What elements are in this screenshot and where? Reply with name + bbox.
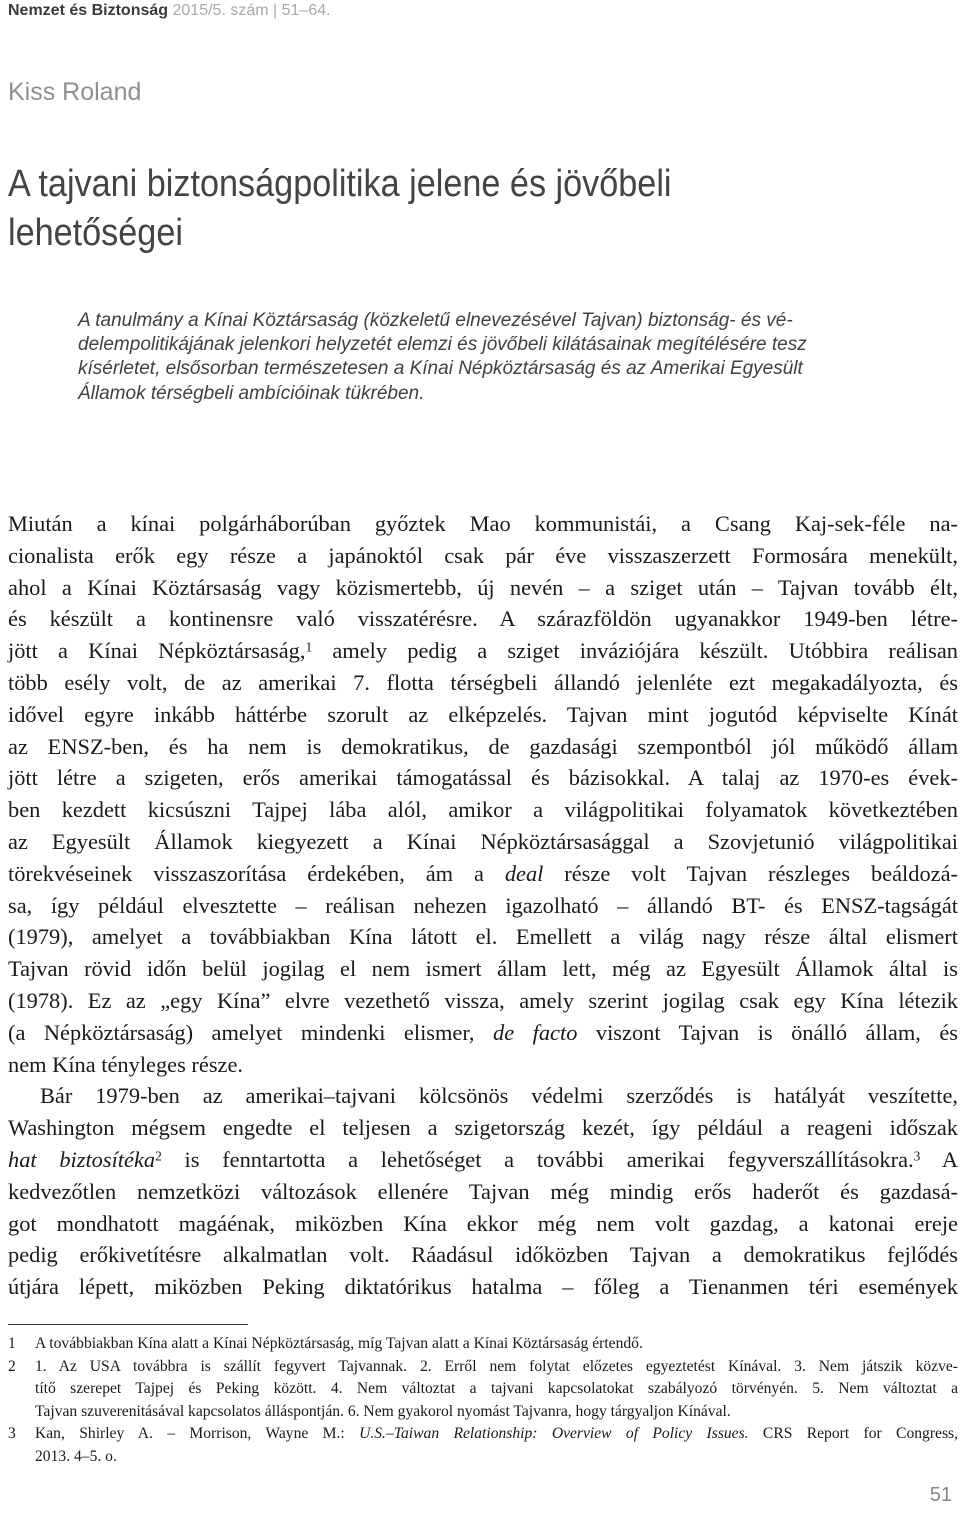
footnote-1 [8,1333,958,1356]
footnote-number: 3 [8,1425,16,1442]
body-line: pedig erőkivetítésre alkalmatlan volt. Ráadásul időközben Tajvan a demokratikus fejlődés [8,1242,958,1268]
body-text: (a Népköztársaság) amelyet mindenki elismer, [8,1019,494,1045]
body-line: (1978). Ez az „egy Kína” elvre vezethető vissza, amely szerint jogilag csak egy Kína létezik [8,987,958,1013]
journal-name: Nemzet és Biztonság [8,2,169,19]
abstract-line: delempolitikájának jelenkori helyzetét elemzi és jövőbeli kilátásainak megítélésére tesz [78,334,807,356]
body-line: ben kezdett kicsúszni Tajpej lába alól, amikor a világpolitikai folyamatok következtében [8,797,958,823]
issue-number: 2015/5. szám [172,2,269,19]
footnote-line [35,1423,958,1446]
body-line: Tajvan rövid időn belül jogilag el nem ismert állam lett, még az Egyesült Államok által is [8,956,958,982]
body-line: Washington mégsem engedte el teljesen a szigetország kezét, így például a reageni időszak [8,1115,958,1141]
footnote-line: Tajvan szuverenitásával kapcsolatos álláspontján. 6. Nem gyakorol nyomást Tajvanra, hogy tárgyaljon Kínával. [35,1402,731,1420]
body-line: sa, így például elvesztette – reálisan nehezen igazolható – állandó BT- és ENSZ-tagságát [8,892,958,918]
running-header [8,2,331,20]
body-line: nem Kína tényleges része. [8,1051,244,1077]
footnotes [8,1333,958,1468]
footnote-3 [8,1423,958,1468]
footnote-text: CRS Report for Congress, [748,1425,958,1442]
footnote-2 [8,1356,958,1424]
body-text: része volt Tajvan részleges beáldozá- [543,860,958,886]
abstract-line: kísérletet, elsősorban természetesen a Kínai Népköztársaság és az Amerikai Egyesült [78,358,803,380]
body-text: törekvéseinek visszaszorítása érdekében, ám a [8,860,505,886]
title-line: A tajvani biztonságpolitika jelene és jövőbeli [8,163,672,205]
body-text: viszont Tajvan is önálló állam, és [577,1019,958,1045]
body-line: idővel egyre inkább háttérbe szorult az elképzelés. Tajvan mint jogutód képviselte Kínát [8,701,958,727]
body-line: cionalista erők egy része a japánoktól csak pár éve visszaszerzett Formosára menekült, [8,542,958,568]
footnote-line: 1. Az USA továbbra is szállít fegyvert Tajvannak. 2. Erről nem folytat előzetes egyeztetést Kínával. 3. Nem játszik közve- [35,1357,958,1375]
body-line [8,858,958,890]
footnote-text: Kan, Shirley A. – Morrison, Wayne M.: [35,1425,360,1442]
body-line: Bár 1979-ben az amerikai–tajvani kölcsönös védelmi szerződés is hatályát veszítette, [40,1083,958,1109]
body-text: A [920,1146,958,1172]
body-line [8,1144,958,1176]
article-title [8,160,854,258]
footnote-divider [8,1324,248,1325]
cited-title: U.S.–Taiwan Relationship: Overview of Policy Issues. [359,1425,749,1442]
italic-term: deal [504,860,544,886]
body-line: (1979), amelyet a továbbiakban Kína látott el. Emellett a világ nagy része által elismert [8,924,958,950]
body-line [8,1017,958,1049]
footnote-number: 2 [8,1357,16,1375]
body-line: útjára lépett, miközben Peking diktatórikus hatalma – főleg a Tienanmen téri események [8,1274,958,1300]
italic-term: de facto [493,1019,578,1045]
abstract-line: Államok térségbeli ambícióinak tükrében. [78,382,425,404]
body-line: got mondhatott magáénak, miközben Kína ekkor még nem volt gazdag, a katonai ereje [8,1210,958,1236]
body-text: jött a Kínai Népköztársaság, [8,638,306,664]
paragraph-2 [8,1080,958,1303]
italic-term: hat biztosítéka [8,1146,156,1172]
footnote-number: 1 [8,1335,16,1352]
body-line: ahol a Kínai Köztársaság vagy közismertebb, új nevén – a sziget után – Tajvan tovább élt, [8,574,958,600]
footnote-text: A továbbiakban Kína alatt a Kínai Népköztársaság, míg Tajvan alatt a Kínai Köztársaság értendő. [35,1335,643,1352]
body-line [8,635,958,667]
body-line: és készült a kontinensre való visszatérésre. A szárazföldön ugyanakkor 1949-ben létre- [8,606,958,632]
page-number: 51 [929,1484,952,1506]
footnote-line: títő szerepet Tajpej és Peking között. 4. Nem változtat a tajvani kapcsolatokat szabályozó törvényén. 5. Nem változtat a [35,1380,958,1397]
page-range: 51–64. [281,2,331,19]
body-text: amely pedig a sziget inváziójára készült. Utóbbira reálisan [312,638,958,664]
footnote-ref-1[interactable]: 1 [305,639,313,655]
abstract [78,309,960,406]
paragraph-1 [8,508,958,1080]
footnote-ref-2[interactable]: 2 [155,1148,162,1164]
body-line: kedvezőtlen nemzetközi változások ellenére Tajvan még mindig erős haderőt és gazdasá- [8,1178,958,1204]
abstract-line: A tanulmány a Kínai Köztársaság (közkeletű elnevezésével Tajvan) biztonság- és vé- [78,310,793,331]
body-text: is fenntartotta a lehetőséget a további amerikai fegyverszállításokra. [161,1146,914,1172]
header-separator: | [273,2,278,19]
article-body [8,508,958,1303]
title-line: lehetőségei [8,212,183,254]
body-line: az Egyesült Államok kiegyezett a Kínai Népköztársasággal a Szovjetunió világpolitikai [8,828,958,854]
body-line: Miután a kínai polgárháborúban győztek Mao kommunistái, a Csang Kaj-sek-féle na- [8,511,958,536]
body-line: több esély volt, de az amerikai 7. flotta térségbeli állandó jelenléte ezt megakadályozta, és [8,669,958,695]
author-name: Kiss Roland [8,78,142,106]
body-line: jött létre a szigeten, erős amerikai támogatással és bázisokkal. A talaj az 1970-es évek- [8,765,958,791]
body-line: az ENSZ-ben, és ha nem is demokratikus, de gazdasági szempontból jól működő állam [8,733,958,759]
footnote-line: 2013. 4–5. o. [35,1447,117,1465]
footnote-ref-3[interactable]: 3 [913,1148,921,1164]
